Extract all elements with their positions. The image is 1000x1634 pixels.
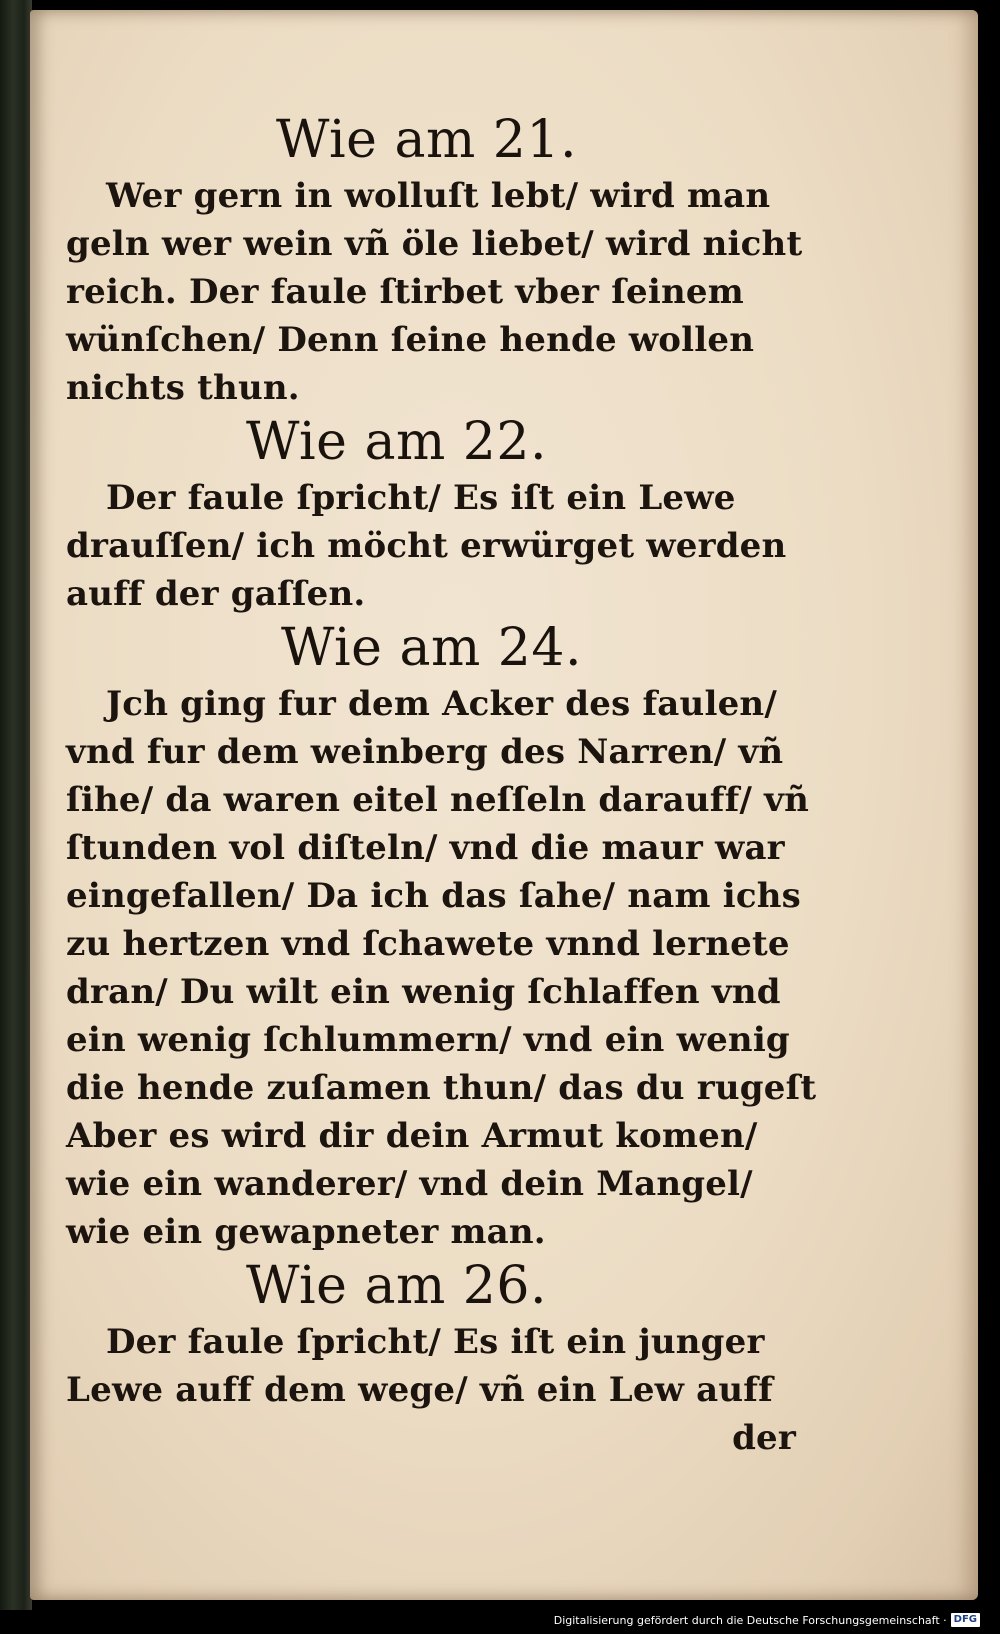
text-line: zu hertzen vnd ſchawete vnnd lernete	[66, 924, 790, 964]
credit-text: Digitalisierung gefördert durch die Deutsche Forschungsgemeinschaft ·	[553, 1613, 947, 1627]
section-heading: Wie am 21.	[276, 110, 578, 170]
catchword: der	[732, 1418, 796, 1458]
section-heading: Wie am 24.	[281, 618, 583, 678]
text-line: ein wenig ſchlummern/ vnd ein wenig	[66, 1020, 790, 1060]
page-text	[66, 110, 817, 1462]
text-line: drauſſen/ ich möcht erwürget werden	[66, 526, 787, 566]
text-line: reich. Der faule ſtirbet vber ſeinem	[66, 272, 744, 312]
text-line: ſtunden vol diſteln/ vnd die maur war	[66, 828, 785, 868]
text-line: die hende zuſamen thun/ das du rugeſt	[66, 1068, 817, 1108]
section-heading: Wie am 22.	[246, 412, 548, 472]
text-line: Der faule ſpricht/ Es iſt ein junger	[106, 1322, 765, 1362]
text-line: wie ein wanderer/ vnd dein Mangel/	[66, 1164, 753, 1204]
text-line: eingefallen/ Da ich das ſahe/ nam ichs	[66, 876, 801, 916]
text-line: Der faule ſpricht/ Es iſt ein Lewe	[106, 478, 736, 518]
dfg-logo-icon: DFG	[951, 1613, 980, 1627]
text-line: wie ein gewapneter man.	[66, 1212, 546, 1252]
section-heading: Wie am 26.	[246, 1256, 548, 1316]
book-binding-edge	[0, 0, 32, 1610]
text-line: auff der gaſſen.	[66, 574, 366, 614]
text-line: vnd fur dem weinberg des Narren/ vñ	[66, 732, 784, 772]
text-line: Jch ging fur dem Acker des faulen/	[106, 684, 777, 724]
book-page	[30, 10, 978, 1600]
text-line: Lewe auff dem wege/ vñ ein Lew auff	[66, 1370, 773, 1410]
text-line: Wer gern in wolluſt lebt/ wird man	[106, 176, 771, 216]
text-line: dran/ Du wilt ein wenig ſchlaffen vnd	[66, 972, 781, 1012]
text-line: geln wer wein vñ öle liebet/ wird nicht	[66, 224, 803, 264]
text-line: nichts thun.	[66, 368, 300, 408]
text-line: wünſchen/ Denn ſeine hende wollen	[66, 320, 755, 360]
text-line: ſihe/ da waren eitel neſſeln darauff/ vñ	[66, 780, 809, 820]
digitization-credit	[554, 1612, 980, 1628]
text-line: Aber es wird dir dein Armut komen/	[66, 1116, 758, 1156]
